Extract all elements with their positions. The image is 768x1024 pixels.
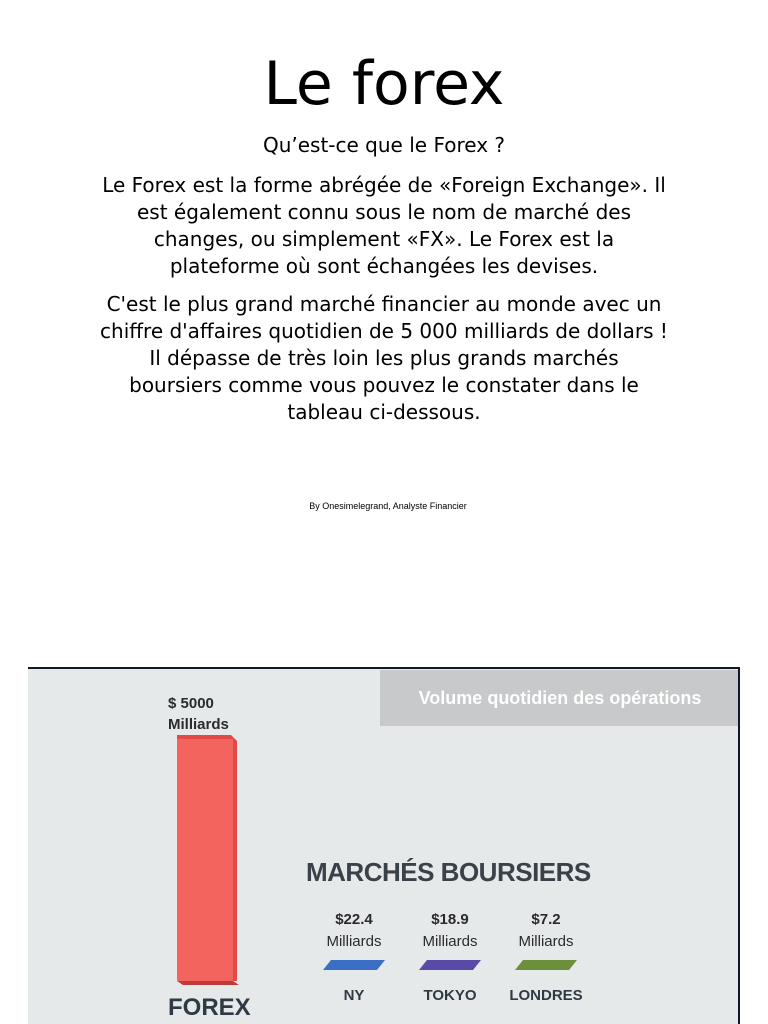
- market-ny: [309, 909, 399, 1007]
- markets-heading: MARCHÉS BOURSIERS: [306, 857, 591, 887]
- market-unit: Milliards: [422, 933, 478, 950]
- forex-value: [168, 693, 248, 735]
- market-size-paragraph: C'est le plus grand marché financier au monde avec un chiffre d'affaires quotidien de 5 000 milliards de dollars ! Il dépasse de très loin les plus grands marchés boursiers comme vous pouvez le constater dans le tableau ci-dessous.: [100, 292, 668, 424]
- forex-unit: Milliards: [168, 716, 229, 733]
- market-ny-tile: [323, 959, 385, 971]
- infographic-frame-top: [28, 667, 740, 669]
- volume-banner: Volume quotidien des opérations: [380, 670, 740, 726]
- forex-bar-front: [177, 739, 233, 981]
- market-tokyo-tile: [419, 959, 481, 971]
- market-name: TOKYO: [423, 987, 477, 1004]
- market-unit: Milliards: [518, 933, 574, 950]
- infographic-frame-right: [738, 667, 740, 1024]
- market-value: $18.9: [431, 911, 469, 928]
- market-londres: [501, 909, 591, 1007]
- market-name: NY: [343, 987, 365, 1004]
- market-tokyo: [405, 909, 495, 1007]
- page-subtitle: Qu’est-ce que le Forex ?: [262, 133, 506, 157]
- market-value: $7.2: [531, 911, 561, 928]
- forex-amount: $ 5000: [168, 695, 214, 712]
- market-name: LONDRES: [509, 987, 583, 1004]
- page-title: Le forex: [263, 49, 505, 119]
- forex-bar-base: [177, 981, 239, 985]
- market-value: $22.4: [335, 911, 373, 928]
- market-londres-tile: [515, 959, 577, 971]
- intro-paragraph: Le Forex est la forme abrégée de «Foreign Exchange». Il est également connu sous le nom de marché des changes, ou simplement «FX». Le Forex est la plateforme où sont échangées les devises.: [102, 173, 666, 278]
- volume-infographic: [28, 667, 740, 1024]
- byline: By Onesimelegrand, Analyste Financier: [309, 501, 467, 511]
- forex-label: FOREX: [168, 994, 251, 1021]
- market-unit: Milliards: [326, 933, 382, 950]
- forex-bar: [173, 735, 243, 985]
